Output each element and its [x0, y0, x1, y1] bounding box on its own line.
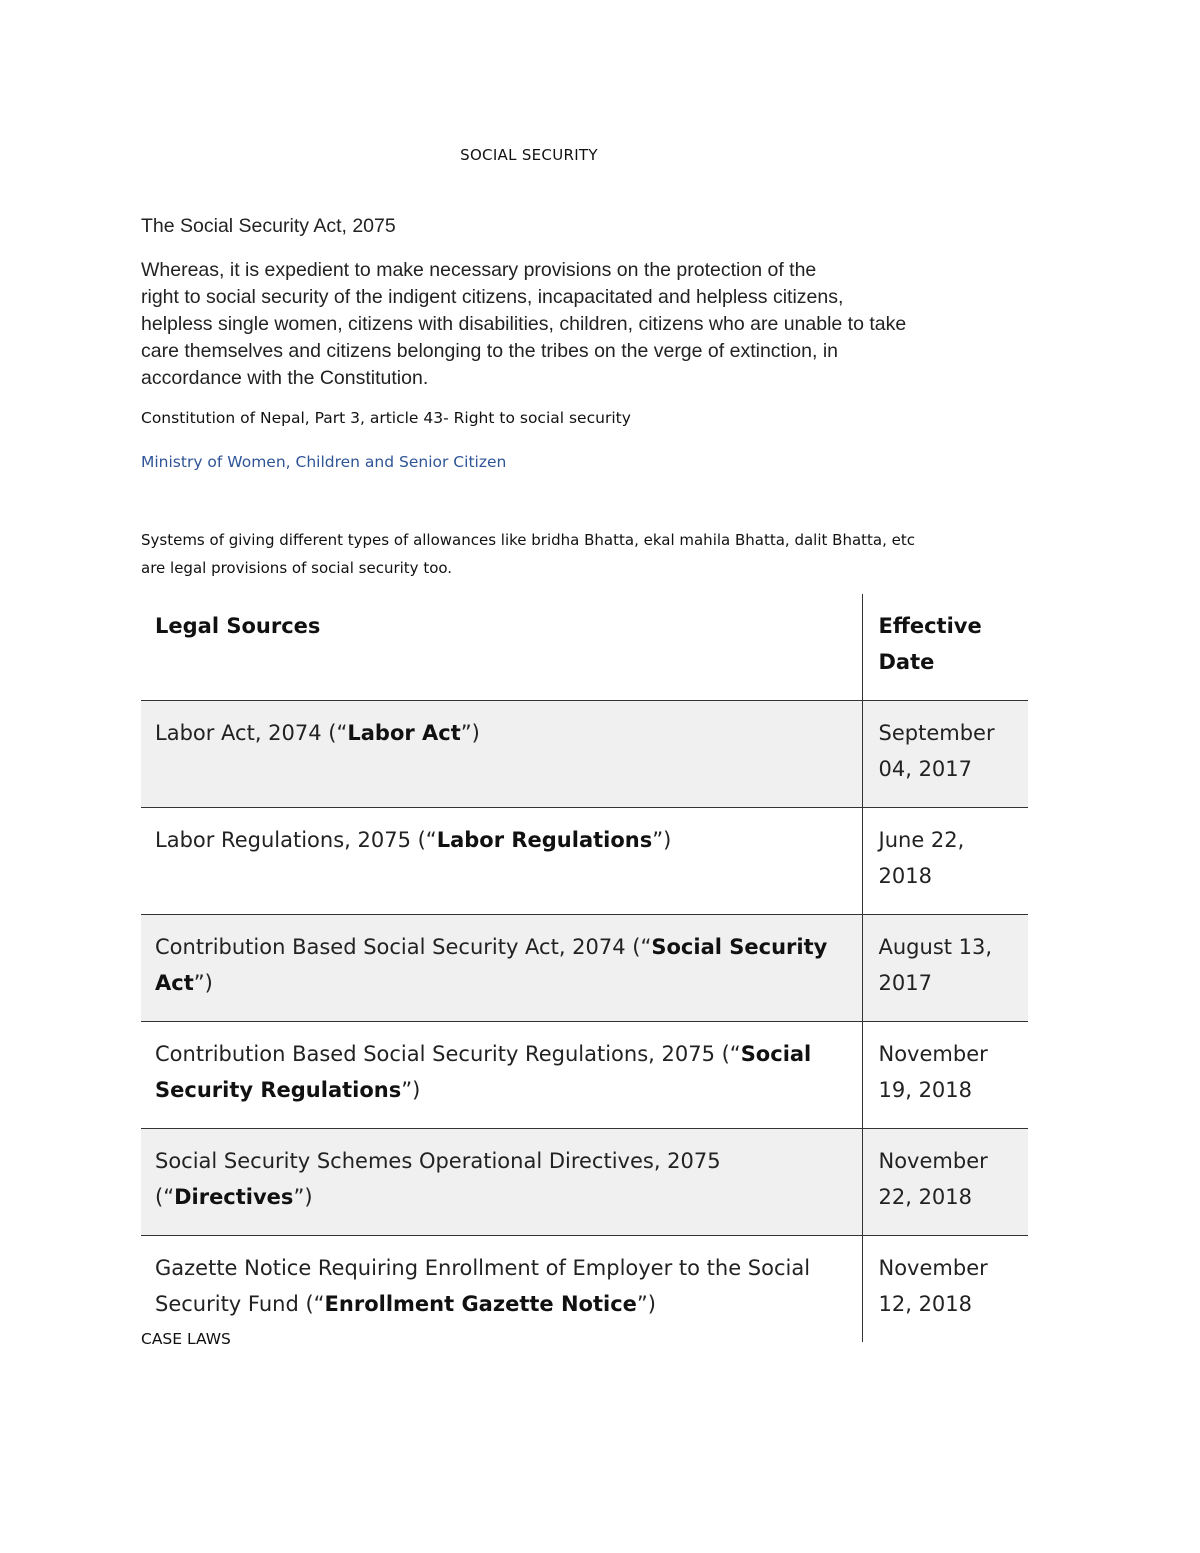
source-name: Labor Regulations, 2075 (“ [155, 828, 437, 852]
header-date-line: Date [878, 650, 935, 674]
effective-date-cell [862, 701, 1028, 808]
source-name: Labor Act, 2074 (“ [155, 721, 348, 745]
source-name: Contribution Based Social Security Regulations, 2075 (“ [155, 1042, 741, 1066]
date-line: 2017 [878, 971, 932, 995]
allowances-line: Systems of giving different types of allowances like bridha Bhatta, ekal mahila Bhatta, dalit Bhatta, etc [141, 531, 916, 549]
date-line: September [878, 721, 995, 745]
page-title: SOCIAL SECURITY [460, 146, 598, 164]
source-name: Gazette Notice Requiring Enrollment of Employer to the Social Security Fund (“ [155, 1256, 811, 1316]
act-heading: The Social Security Act, 2075 [141, 215, 396, 237]
source-suffix: ”) [293, 1185, 313, 1209]
legal-source-cell [141, 701, 862, 808]
source-suffix: ”) [460, 721, 480, 745]
allowances-line: are legal provisions of social security too. [141, 559, 453, 577]
legal-source-cell [141, 915, 862, 1022]
preamble-line: Whereas, it is expedient to make necessary provisions on the protection of the [141, 259, 817, 281]
effective-date-cell [862, 808, 1028, 915]
effective-date-cell [862, 1022, 1028, 1129]
legal-source-cell [141, 1022, 862, 1129]
date-line: November [878, 1042, 988, 1066]
constitution-reference: Constitution of Nepal, Part 3, article 43- Right to social security [141, 409, 631, 427]
source-short-name: Enrollment Gazette Notice [324, 1292, 637, 1316]
case-laws-heading: CASE LAWS [141, 1330, 231, 1348]
source-short-name: Social Security Act [155, 935, 828, 995]
source-suffix: ”) [636, 1292, 656, 1316]
effective-date-cell [862, 915, 1028, 1022]
date-line: June 22, [878, 828, 965, 852]
source-name: Social Security Schemes Operational Directives, 2075 (“ [155, 1149, 721, 1209]
act-preamble [141, 257, 1011, 392]
table-row [141, 1022, 1028, 1129]
column-header-effective-date [862, 594, 1028, 701]
column-header-legal-sources: Legal Sources [155, 614, 321, 638]
source-suffix: ”) [401, 1078, 421, 1102]
table-header-row [141, 594, 1028, 701]
legal-source-cell [141, 1236, 862, 1343]
allowances-paragraph [141, 526, 1061, 582]
source-suffix: ”) [193, 971, 213, 995]
table-row [141, 1236, 1028, 1343]
preamble-line: accordance with the Constitution. [141, 367, 429, 389]
source-short-name: Labor Act [347, 721, 461, 745]
date-line: 19, 2018 [878, 1078, 973, 1102]
date-line: 04, 2017 [878, 757, 973, 781]
preamble-line: care themselves and citizens belonging to the tribes on the verge of extinction, in [141, 340, 838, 362]
date-line: November [878, 1256, 988, 1280]
ministry-name: Ministry of Women, Children and Senior Citizen [141, 453, 507, 471]
header-date-line: Effective [878, 614, 982, 638]
legal-source-cell [141, 808, 862, 915]
date-line: 12, 2018 [878, 1292, 973, 1316]
legal-source-cell [141, 1129, 862, 1236]
preamble-line: helpless single women, citizens with disabilities, children, citizens who are unable to take [141, 313, 907, 335]
table-row [141, 1129, 1028, 1236]
source-suffix: ”) [652, 828, 672, 852]
date-line: August 13, [878, 935, 993, 959]
date-line: 22, 2018 [878, 1185, 973, 1209]
source-name: Contribution Based Social Security Act, 2074 (“ [155, 935, 652, 959]
date-line: 2018 [878, 864, 932, 888]
table-row [141, 915, 1028, 1022]
source-short-name: Labor Regulations [436, 828, 653, 852]
date-line: November [878, 1149, 988, 1173]
effective-date-cell [862, 1236, 1028, 1343]
table-row [141, 701, 1028, 808]
legal-sources-table [141, 594, 1028, 1342]
table-row [141, 808, 1028, 915]
source-short-name: Social Security Regulations [155, 1042, 812, 1102]
effective-date-cell [862, 1129, 1028, 1236]
preamble-line: right to social security of the indigent citizens, incapacitated and helpless citizens, [141, 286, 844, 308]
source-short-name: Directives [174, 1185, 294, 1209]
